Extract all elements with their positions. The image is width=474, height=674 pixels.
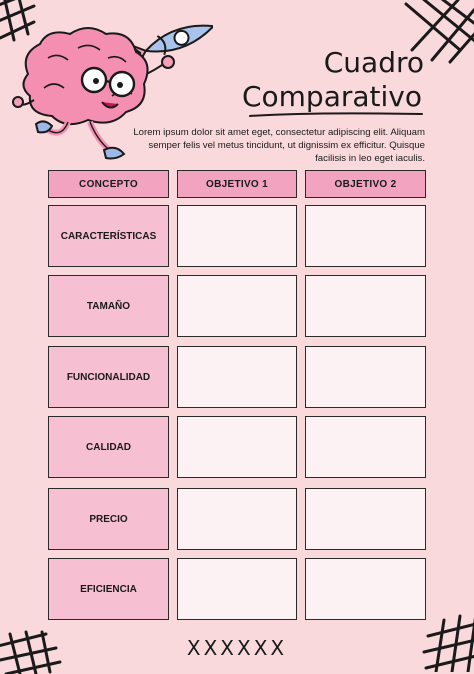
description-text: Lorem ipsum dolor sit amet eget, consectetur adipiscing elit. Aliquam semper felis vel metus tincidunt, ut dignissim ex efficitur. Quisque facilisis in leo eget iaculis.: [133, 127, 425, 164]
footer-x-marks: XXXXXX: [186, 636, 288, 660]
page-title: [242, 46, 424, 114]
cell-objetivo-1-funcionalidad[interactable]: [177, 346, 297, 408]
cell-objetivo-1-tamano[interactable]: [177, 275, 297, 337]
row-label-eficiencia: EFICIENCIA: [48, 558, 169, 620]
cell-objetivo-2-funcionalidad[interactable]: [305, 346, 426, 408]
row-label-caracteristicas: CARACTERÍSTICAS: [48, 205, 169, 267]
header-concepto: CONCEPTO: [48, 170, 169, 198]
cell-objetivo-2-eficiencia[interactable]: [305, 558, 426, 620]
cell-objetivo-1-calidad[interactable]: [177, 416, 297, 478]
header-objetivo-2: OBJETIVO 2: [305, 170, 426, 198]
cell-objetivo-2-tamano[interactable]: [305, 275, 426, 337]
cell-objetivo-2-caracteristicas[interactable]: [305, 205, 426, 267]
cell-objetivo-2-precio[interactable]: [305, 488, 426, 550]
cell-objetivo-1-caracteristicas[interactable]: [177, 205, 297, 267]
row-label-precio: PRECIO: [48, 488, 169, 550]
row-label-funcionalidad: FUNCIONALIDAD: [48, 346, 169, 408]
header-objetivo-1: OBJETIVO 1: [177, 170, 297, 198]
cell-objetivo-2-calidad[interactable]: [305, 416, 426, 478]
title-line-2: Comparativo: [241, 80, 422, 113]
cell-objetivo-1-precio[interactable]: [177, 488, 297, 550]
cell-objetivo-1-eficiencia[interactable]: [177, 558, 297, 620]
row-label-calidad: CALIDAD: [48, 416, 169, 478]
title-underline: [248, 111, 424, 119]
row-label-tamano: TAMAÑO: [48, 275, 169, 337]
title-line-1: Cuadro: [323, 46, 424, 79]
